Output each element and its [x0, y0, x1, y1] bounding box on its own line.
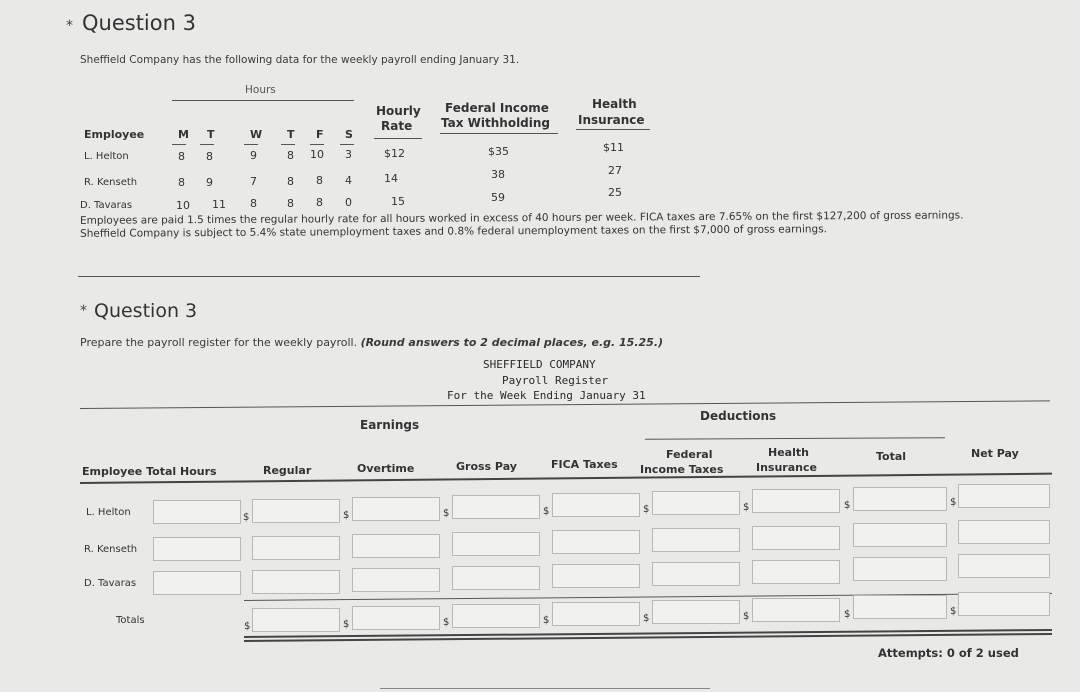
col-fed-line1: Federal Income — [445, 101, 549, 115]
fed-value: 59 — [491, 191, 505, 204]
hours-value: 9 — [206, 176, 213, 189]
col-health-line1: Health — [768, 446, 809, 459]
totals-overtime-input[interactable] — [352, 606, 440, 630]
totals-gross-pay-input[interactable] — [452, 604, 540, 628]
required-star: * — [80, 303, 87, 319]
fica-input[interactable] — [552, 493, 640, 517]
gross-pay-input[interactable] — [452, 566, 540, 590]
col-health-line2: Insurance — [756, 461, 817, 474]
hours-value: 10 — [176, 199, 190, 212]
fed-tax-input[interactable] — [652, 491, 740, 515]
required-star: * — [66, 18, 73, 34]
col-day-th: T — [287, 128, 295, 141]
totals-health-input[interactable] — [752, 598, 840, 622]
regular-input[interactable] — [252, 536, 340, 560]
dollar-sign: $ — [244, 621, 251, 632]
health-input[interactable] — [752, 489, 840, 513]
health-value: 27 — [608, 164, 622, 177]
net-pay-input[interactable] — [958, 520, 1050, 544]
fica-input[interactable] — [552, 530, 640, 554]
register-employee: R. Kenseth — [84, 544, 138, 555]
total-deductions-input[interactable] — [853, 487, 947, 511]
dollar-sign: $ — [443, 617, 450, 628]
register-employee: L. Helton — [86, 507, 131, 518]
col-fed-line2: Income Taxes — [640, 463, 724, 476]
attempts-value: 0 of 2 used — [946, 646, 1019, 660]
question-intro: Sheffield Company has the following data for the weekly payroll ending January 31. — [80, 54, 520, 66]
dollar-sign: $ — [343, 510, 350, 521]
fed-value: 38 — [491, 168, 505, 181]
health-input[interactable] — [752, 560, 840, 584]
company-name: SHEFFIELD COMPANY — [483, 358, 596, 371]
col-rate-line2: Rate — [381, 119, 413, 133]
totals-fed-tax-input[interactable] — [652, 600, 740, 624]
regular-input[interactable] — [252, 570, 340, 594]
gross-pay-input[interactable] — [452, 495, 540, 519]
rate-value: $12 — [384, 147, 405, 160]
underline-s — [340, 144, 354, 145]
hours-value: 9 — [250, 149, 257, 162]
underline-f — [310, 144, 324, 145]
dollar-sign: $ — [543, 506, 550, 517]
underline-fed — [440, 133, 558, 134]
rate-value: 14 — [384, 172, 398, 185]
emp-name: R. Kenseth — [84, 177, 138, 188]
rounding-note: (Round answers to 2 decimal places, e.g. 15.25.) — [360, 336, 664, 349]
underline-w — [244, 144, 258, 145]
col-health-line1: Health — [592, 97, 637, 111]
col-rate-line1: Hourly — [376, 104, 421, 118]
col-employee: Employee — [84, 128, 145, 141]
header-bottom-rule — [80, 473, 1052, 484]
fed-tax-input[interactable] — [652, 528, 740, 552]
hours-value: 11 — [212, 198, 226, 211]
dollar-sign: $ — [243, 512, 250, 523]
hours-value: 10 — [310, 148, 324, 161]
register-period: For the Week Ending January 31 — [447, 389, 646, 402]
gross-pay-input[interactable] — [452, 532, 540, 556]
payroll-note: Employees are paid 1.5 times the regular hourly rate for all hours worked in excess of 40 hours per week. FICA taxes are 7.65% on the first $127,200 of gross earnings. Sheffield Company is subject to 5.4% state unemployment taxes and 0.8% federal unemployment taxes on the first $7,000 of gross earnings. — [79, 209, 964, 240]
net-pay-input[interactable] — [958, 554, 1050, 578]
instruction-text: Prepare the payroll register for the weekly payroll. — [80, 336, 358, 349]
total-hours-input[interactable] — [153, 537, 241, 561]
hours-value: 8 — [287, 149, 294, 162]
hours-value: 8 — [316, 196, 323, 209]
hours-value: 8 — [287, 175, 294, 188]
col-day-t: T — [207, 128, 215, 141]
totals-regular-input[interactable] — [252, 608, 340, 632]
dollar-sign: $ — [343, 619, 350, 630]
fed-value: $35 — [488, 145, 509, 158]
section-divider — [78, 276, 700, 277]
underline-th — [281, 144, 295, 145]
hours-value: 0 — [345, 196, 352, 209]
col-day-s: S — [345, 128, 353, 141]
totals-net-pay-input[interactable] — [958, 592, 1050, 616]
dollar-sign: $ — [844, 500, 851, 511]
deductions-header: Deductions — [700, 409, 777, 423]
register-employee: D. Tavaras — [84, 578, 137, 589]
col-fica: FICA Taxes — [551, 458, 618, 471]
attempts-label: Attempts: — [878, 646, 943, 660]
hours-rule — [172, 100, 354, 101]
totals-fica-input[interactable] — [552, 602, 640, 626]
deductions-rule — [645, 437, 945, 440]
hours-value: 8 — [316, 174, 323, 187]
net-pay-input[interactable] — [958, 484, 1050, 508]
fed-tax-input[interactable] — [652, 562, 740, 586]
col-health-line2: Insurance — [578, 113, 645, 127]
hours-label: Hours — [245, 84, 276, 96]
earnings-header: Earnings — [360, 418, 420, 432]
hours-value: 8 — [178, 150, 185, 163]
question-instruction — [80, 336, 663, 349]
col-gross-pay: Gross Pay — [456, 460, 517, 473]
col-employee-label: Employee — [82, 465, 143, 478]
dollar-sign: $ — [643, 613, 650, 624]
dollar-sign: $ — [743, 611, 750, 622]
total-deductions-input[interactable] — [853, 523, 947, 547]
col-day-f: F — [316, 128, 324, 141]
emp-name: D. Tavaras — [80, 200, 133, 211]
underline-m — [172, 144, 186, 145]
total-deductions-input[interactable] — [853, 557, 947, 581]
dollar-sign: $ — [844, 609, 851, 620]
emp-name: L. Helton — [84, 151, 129, 162]
dollar-sign: $ — [443, 508, 450, 519]
total-hours-input[interactable] — [153, 571, 241, 595]
health-value: 25 — [608, 186, 622, 199]
col-net-pay: Net Pay — [971, 447, 1019, 460]
underline-rate — [374, 138, 422, 139]
question-title: Question 3 — [82, 11, 196, 35]
hours-value: 4 — [345, 174, 352, 187]
hours-value: 3 — [345, 148, 352, 161]
rate-value: 15 — [391, 195, 405, 208]
attempts-indicator — [878, 646, 1019, 660]
fica-input[interactable] — [552, 564, 640, 588]
hours-value: 8 — [178, 176, 185, 189]
col-total-hours-label: Total Hours — [146, 465, 217, 478]
col-overtime: Overtime — [357, 462, 415, 475]
totals-label: Totals — [116, 615, 145, 626]
dollar-sign: $ — [950, 606, 957, 617]
overtime-input[interactable] — [352, 497, 440, 521]
hours-value: 8 — [287, 197, 294, 210]
col-fed-line2: Tax Withholding — [441, 116, 551, 130]
question-title: Question 3 — [94, 300, 198, 322]
col-employee-total-hours — [82, 465, 217, 478]
totals-total-deductions-input[interactable] — [853, 595, 947, 619]
total-hours-input[interactable] — [153, 500, 241, 524]
overtime-input[interactable] — [352, 534, 440, 558]
col-total: Total — [876, 450, 907, 463]
col-day-w: W — [250, 128, 263, 141]
underline-health — [576, 129, 650, 130]
dollar-sign: $ — [543, 615, 550, 626]
overtime-input[interactable] — [352, 568, 440, 592]
dollar-sign: $ — [643, 504, 650, 515]
hours-value: 8 — [206, 150, 213, 163]
hours-value: 7 — [250, 175, 257, 188]
hours-value: 8 — [250, 197, 257, 210]
register-title: Payroll Register — [502, 374, 608, 387]
health-input[interactable] — [752, 526, 840, 550]
dollar-sign: $ — [950, 497, 957, 508]
col-fed-line1: Federal — [666, 448, 713, 461]
underline-t — [200, 144, 214, 145]
health-value: $11 — [603, 141, 624, 154]
dollar-sign: $ — [743, 502, 750, 513]
col-regular: Regular — [263, 464, 312, 477]
regular-input[interactable] — [252, 499, 340, 523]
bottom-rule — [380, 688, 710, 689]
col-day-m: M — [178, 128, 189, 141]
